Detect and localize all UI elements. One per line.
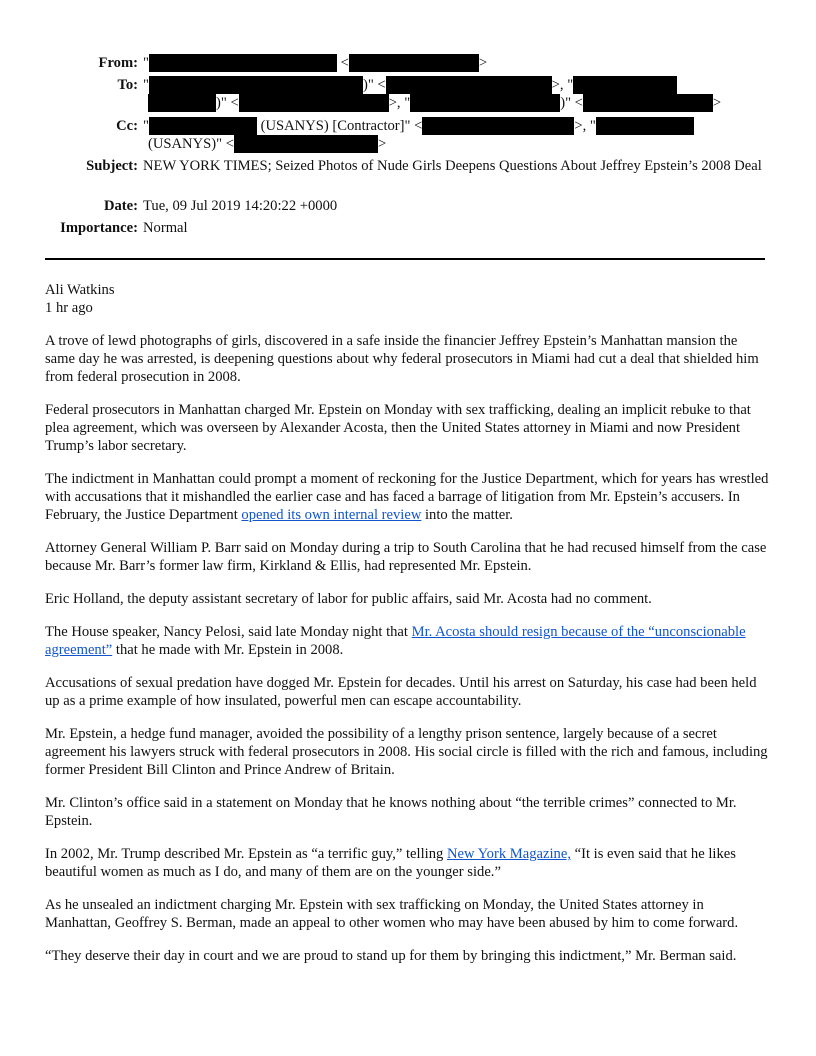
cc-label: Cc: [116,118,138,134]
date-row [0,197,337,215]
cc-row-cont [148,135,386,153]
cc-text-1: (USANYS) [Contractor]" [260,118,411,134]
paragraph-1: A trove of lewd photographs of girls, discovered in a safe inside the financier Jeffrey Epstein’s Manhattan mansion the same day he was arrested, is deepening questions about why federal prosecutors in Miami had cut a deal that shielded him from federal prosecution in 2008. [45,333,759,385]
redaction-block [234,135,378,153]
redaction-block [573,76,677,94]
cc-value-line2: (USANYS)" < > [148,136,387,152]
importance-value: Normal [143,220,188,236]
byline [45,281,770,317]
paragraph-10-text-a: In 2002, Mr. Trump described Mr. Epstein as “a terrific guy,” telling [45,846,447,862]
redaction-block [149,76,363,94]
paragraph-6-text-b: that he made with Mr. Epstein in 2008. [112,642,344,658]
cc-row [0,117,694,135]
date-value: Tue, 09 Jul 2019 14:20:22 +0000 [143,198,338,214]
paragraph-7: Accusations of sexual predation have dogged Mr. Epstein for decades. Until his arrest on Saturday, his case had been held up as a prime example of how insulated, powerful men can escape accountability. [45,675,757,709]
paragraph-5: Eric Holland, the deputy assistant secretary of labor for public affairs, said Mr. Acosta had no comment. [45,591,652,607]
acosta-resign-link[interactable]: Mr. Acosta should resign because of the “unconscionable agreement” [45,624,746,658]
paragraph-3-text-b: into the matter. [421,507,513,523]
paragraph-11: As he unsealed an indictment charging Mr. Epstein with sex trafficking on Monday, the United States attorney in Manhattan, Geoffrey S. Berman, made an appeal to other women who may have been abused by him to come forward. [45,897,739,931]
paragraph-10-text-b: “It is even said that he likes beautiful women as much as I do, and many of them are on the younger side.” [45,846,736,880]
cc-value-line1: " (USANYS) [Contractor]" < >, " [143,117,694,135]
redaction-block [149,54,337,72]
to-row [0,76,677,94]
subject-label: Subject: [86,158,138,174]
redaction-block [386,76,552,94]
post-time: 1 hr ago [45,300,93,316]
redaction-block [239,94,389,112]
paragraph-10 [45,845,770,881]
date-label: Date: [103,198,138,214]
header-divider [45,258,765,260]
redaction-block [583,94,713,112]
from-row [0,54,487,72]
to-row-cont [148,94,721,112]
paragraph-6 [45,623,770,659]
redaction-block [148,94,216,112]
paragraph-3 [45,470,770,524]
importance-row [0,219,188,237]
paragraph-12: “They deserve their day in court and we are proud to stand up for them by bringing this indictment,” Mr. Berman said. [45,948,737,964]
redaction-block [596,117,694,135]
to-value-line1: " )" < >, " [143,76,677,94]
cc-text-2: (USANYS)" [148,136,223,152]
to-label: To: [117,77,138,93]
redaction-block [410,94,560,112]
paragraph-9: Mr. Clinton’s office said in a statement on Monday that he knows nothing about “the terrible crimes” connected to Mr. Epstein. [45,795,737,829]
paragraph-3-text-a: The indictment in Manhattan could prompt a moment of reckoning for the Justice Department, which for years has wrestled with accusations that it mishandled the earlier case and has faced a barrage of litigation from Mr. Epstein’s accusers. In February, the Justice Department [45,471,769,523]
redaction-block [149,117,257,135]
to-value-line2: )" < >, " )" < > [148,94,721,112]
paragraph-4: Attorney General William P. Barr said on Monday during a trip to South Carolina that he had recused himself from the case because Mr. Barr’s former law firm, Kirkland & Ellis, had represented Mr. Epstein. [45,540,767,574]
new-york-magazine-link[interactable]: New York Magazine, [446,846,571,862]
redaction-block [422,117,574,135]
subject-row [0,157,763,175]
from-label: From: [98,55,138,71]
paragraph-8: Mr. Epstein, a hedge fund manager, avoided the possibility of a lengthy prison sentence, largely because of a secret agreement his lawyers struck with federal prosecutors in 2008. His social circle is filled with the rich and famous, including former President Bill Clinton and Prince Andrew of Britain. [45,726,768,778]
paragraph-2: Federal prosecutors in Manhattan charged Mr. Epstein on Monday with sex trafficking, dealing an implicit rebuke to that plea agreement, which was overseen by Alexander Acosta, then the United States attorney in Miami and now President Trump’s labor secretary. [45,402,751,454]
subject-value: NEW YORK TIMES; Seized Photos of Nude Girls Deepens Questions About Jeffrey Epstein’s 2008 Deal [143,158,762,174]
internal-review-link[interactable]: opened its own internal review [241,507,422,523]
author-name: Ali Watkins [45,282,115,298]
importance-label: Importance: [60,220,138,236]
article-body [45,281,770,980]
paragraph-6-text-a: The House speaker, Nancy Pelosi, said late Monday night that [45,624,412,640]
redaction-block [349,54,479,72]
from-value: " < > [143,55,488,71]
